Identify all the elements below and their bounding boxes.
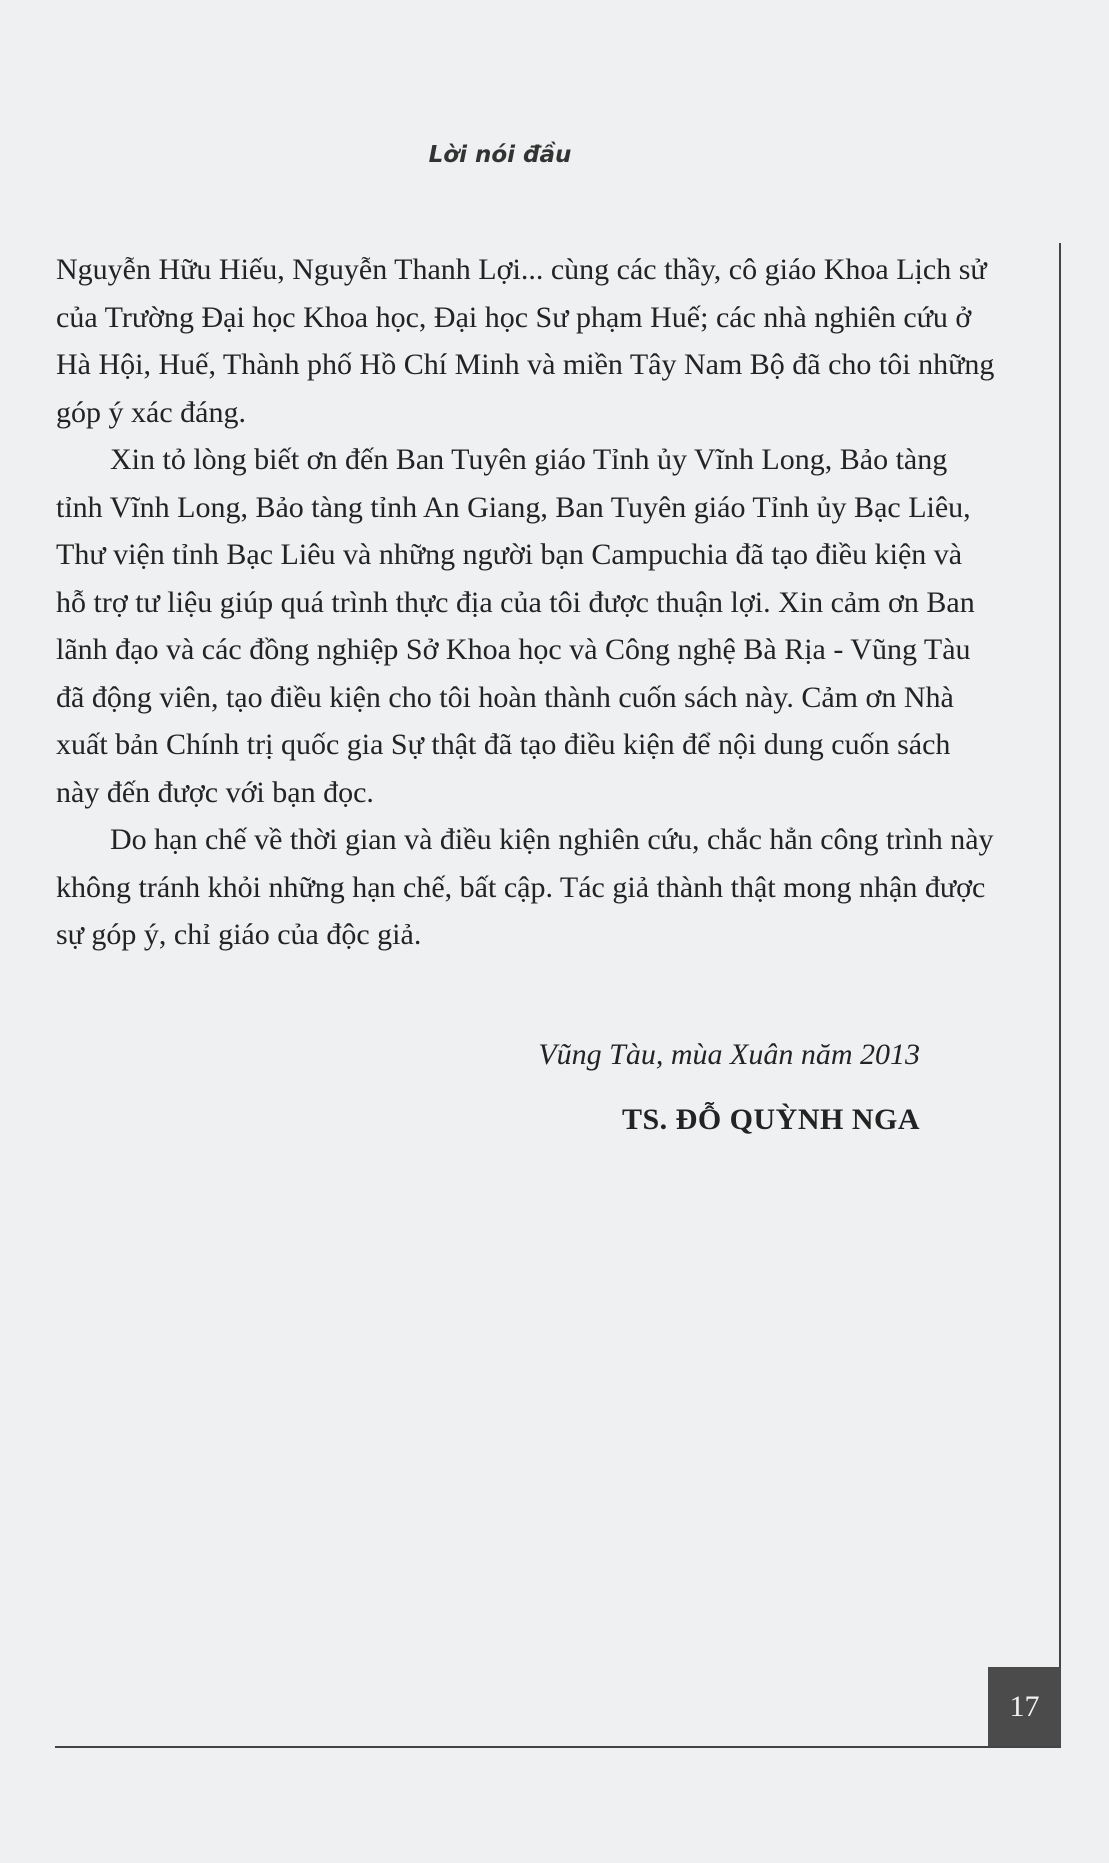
signature-place-date: Vũng Tàu, mùa Xuân năm 2013 [538,1038,920,1071]
page-number: 17 [988,1667,1061,1746]
signature-author: TS. ĐỖ QUỲNH NGA [621,1103,920,1136]
running-header: Lời nói đầu [428,142,572,168]
paragraph-1: Nguyễn Hữu Hiếu, Nguyễn Thanh Lợi... cùng các thầy, cô giáo Khoa Lịch sử của Trường Đại học Khoa học, Đại học Sư phạm Huế; các nhà nghiên cứu ở Hà Hội, Huế, Thành phố Hồ Chí Minh và miền Tây Nam Bộ đã cho tôi những góp ý xác đáng. [56,253,995,429]
paragraph-3: Do hạn chế về thời gian và điều kiện nghiên cứu, chắc hẳn công trình này không tránh khỏi những hạn chế, bất cập. Tác giả thành thật mong nhận được sự góp ý, chỉ giáo của độc giả. [56,823,994,951]
bottom-rule [55,1746,1061,1748]
body-text [56,246,996,959]
right-margin-rule [1059,243,1061,1671]
paragraph-2: Xin tỏ lòng biết ơn đến Ban Tuyên giáo Tỉnh ủy Vĩnh Long, Bảo tàng tỉnh Vĩnh Long, Bảo tàng tỉnh An Giang, Ban Tuyên giáo Tỉnh ủy Bạc Liêu, Thư viện tỉnh Bạc Liêu và những người bạn Campuchia đã tạo điều kiện và hỗ trợ tư liệu giúp quá trình thực địa của tôi được thuận lợi. Xin cảm ơn Ban lãnh đạo và các đồng nghiệp Sở Khoa học và Công nghệ Bà Rịa - Vũng Tàu đã động viên, tạo điều kiện cho tôi hoàn thành cuốn sách này. Cảm ơn Nhà xuất bản Chính trị quốc gia Sự thật đã tạo điều kiện để nội dung cuốn sách này đến được với bạn đọc. [56,443,975,809]
